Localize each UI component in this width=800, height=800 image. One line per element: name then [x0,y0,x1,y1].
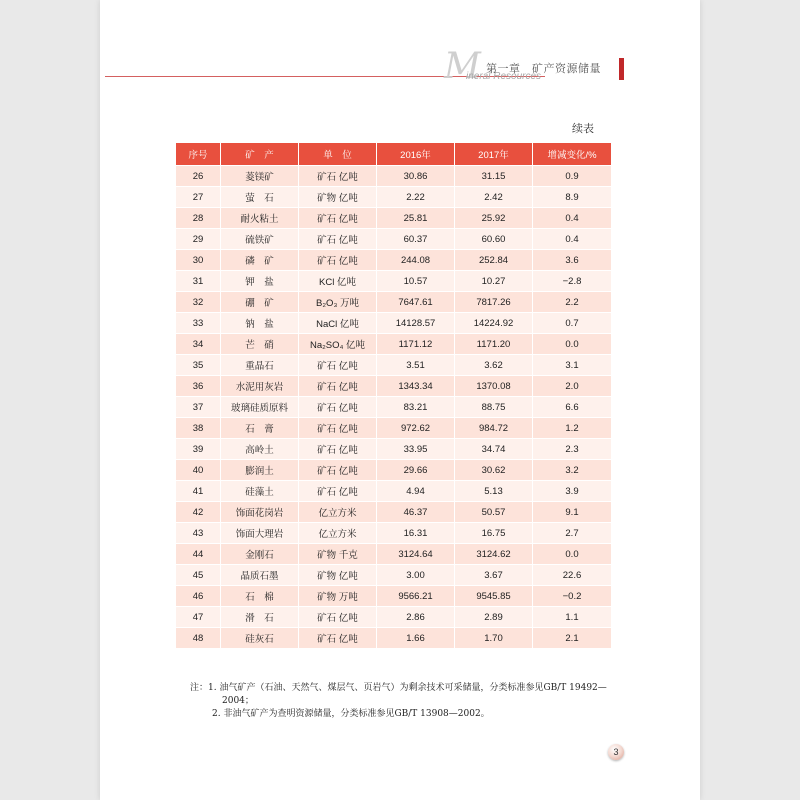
value-2017-cell: 1171.20 [455,334,533,355]
unit-cell: 矿石 亿吨 [299,628,377,649]
unit-cell: 矿石 亿吨 [299,355,377,376]
table-row [176,586,612,607]
row-number-cell: 36 [176,376,221,397]
value-2017-cell: 3124.62 [455,544,533,565]
change-percent-cell: 3.6 [533,250,612,271]
mineral-name-cell: 磷 矿 [221,250,299,271]
table-row [176,166,612,187]
table-row [176,334,612,355]
change-percent-cell: 2.2 [533,292,612,313]
table-row [176,481,612,502]
column-header: 序号 [176,143,221,166]
value-2017-cell: 1370.08 [455,376,533,397]
value-2016-cell: 2.86 [377,607,455,628]
value-2016-cell: 1343.34 [377,376,455,397]
mineral-name-cell: 滑 石 [221,607,299,628]
change-percent-cell: −0.2 [533,586,612,607]
unit-cell: 矿石 亿吨 [299,481,377,502]
value-2016-cell: 244.08 [377,250,455,271]
column-header: 增减变化/% [533,143,612,166]
mineral-name-cell: 菱镁矿 [221,166,299,187]
table-row [176,250,612,271]
value-2017-cell: 14224.92 [455,313,533,334]
unit-cell: KCl 亿吨 [299,271,377,292]
row-number-cell: 46 [176,586,221,607]
change-percent-cell: 1.1 [533,607,612,628]
row-number-cell: 29 [176,229,221,250]
note-1-continued: 2004； [222,696,254,706]
unit-cell: 亿立方米 [299,502,377,523]
row-number-cell: 48 [176,628,221,649]
table-row [176,460,612,481]
mineral-name-cell: 萤 石 [221,187,299,208]
change-percent-cell: 2.7 [533,523,612,544]
unit-cell: 矿石 亿吨 [299,229,377,250]
value-2016-cell: 2.22 [377,187,455,208]
column-header: 2016年 [377,143,455,166]
table-row [176,565,612,586]
value-2017-cell: 88.75 [455,397,533,418]
change-percent-cell: 3.1 [533,355,612,376]
mineral-name-cell: 硅藻土 [221,481,299,502]
row-number-cell: 47 [176,607,221,628]
value-2016-cell: 9566.21 [377,586,455,607]
value-2016-cell: 29.66 [377,460,455,481]
unit-cell: Na₂SO₄ 亿吨 [299,334,377,355]
row-number-cell: 41 [176,481,221,502]
note-2: 2. 非油气矿产为查明资源储量，分类标准参见GB/T 13908—2002。 [212,709,490,719]
mineral-name-cell: 水泥用灰岩 [221,376,299,397]
value-2017-cell: 9545.85 [455,586,533,607]
mineral-name-cell: 硫铁矿 [221,229,299,250]
value-2016-cell: 972.62 [377,418,455,439]
row-number-cell: 39 [176,439,221,460]
change-percent-cell: 0.7 [533,313,612,334]
value-2017-cell: 25.92 [455,208,533,229]
value-2016-cell: 16.31 [377,523,455,544]
unit-cell: 矿石 亿吨 [299,208,377,229]
row-number-cell: 27 [176,187,221,208]
table-row [176,271,612,292]
table-row [176,187,612,208]
column-header: 2017年 [455,143,533,166]
mineral-name-cell: 石 棉 [221,586,299,607]
value-2017-cell: 10.27 [455,271,533,292]
value-2017-cell: 7817.26 [455,292,533,313]
row-number-cell: 37 [176,397,221,418]
value-2017-cell: 3.62 [455,355,533,376]
table-row [176,355,612,376]
mineral-name-cell: 芒 硝 [221,334,299,355]
value-2016-cell: 1.66 [377,628,455,649]
change-percent-cell: 1.2 [533,418,612,439]
row-number-cell: 43 [176,523,221,544]
value-2017-cell: 5.13 [455,481,533,502]
mineral-name-cell: 金刚石 [221,544,299,565]
row-number-cell: 40 [176,460,221,481]
table-row [176,376,612,397]
change-percent-cell: 0.0 [533,544,612,565]
table-row [176,418,612,439]
value-2017-cell: 1.70 [455,628,533,649]
change-percent-cell: 2.3 [533,439,612,460]
value-2016-cell: 1171.12 [377,334,455,355]
unit-cell: 矿物 万吨 [299,586,377,607]
value-2017-cell: 60.60 [455,229,533,250]
change-percent-cell: −2.8 [533,271,612,292]
unit-cell: 矿石 亿吨 [299,376,377,397]
table-row [176,439,612,460]
value-2017-cell: 34.74 [455,439,533,460]
note-1: 注：1. 油气矿产（石油、天然气、煤层气、页岩气）为剩余技术可采储量，分类标准参见GB/T 19492— [190,683,607,693]
change-percent-cell: 0.0 [533,334,612,355]
table-notes [190,682,620,721]
mineral-name-cell: 耐火粘土 [221,208,299,229]
row-number-cell: 38 [176,418,221,439]
chapter-title: 第一章 矿产资源储量 [486,62,601,75]
unit-cell: 矿物 亿吨 [299,565,377,586]
unit-cell: 亿立方米 [299,523,377,544]
row-number-cell: 42 [176,502,221,523]
mineral-name-cell: 钠 盐 [221,313,299,334]
table-row [176,544,612,565]
change-percent-cell: 2.1 [533,628,612,649]
mineral-name-cell: 饰面大理岩 [221,523,299,544]
row-number-cell: 34 [176,334,221,355]
value-2017-cell: 16.75 [455,523,533,544]
continued-label: 续表 [572,122,594,135]
table-row [176,313,612,334]
value-2017-cell: 2.42 [455,187,533,208]
unit-cell: 矿石 亿吨 [299,250,377,271]
value-2017-cell: 3.67 [455,565,533,586]
value-2016-cell: 3124.64 [377,544,455,565]
value-2016-cell: 10.57 [377,271,455,292]
table-row [176,628,612,649]
value-2016-cell: 7647.61 [377,292,455,313]
mineral-name-cell: 硅灰石 [221,628,299,649]
change-percent-cell: 9.1 [533,502,612,523]
change-percent-cell: 8.9 [533,187,612,208]
mineral-name-cell: 饰面花岗岩 [221,502,299,523]
change-percent-cell: 22.6 [533,565,612,586]
unit-cell: NaCl 亿吨 [299,313,377,334]
change-percent-cell: 3.9 [533,481,612,502]
mineral-name-cell: 钾 盐 [221,271,299,292]
row-number-cell: 33 [176,313,221,334]
mineral-name-cell: 石 膏 [221,418,299,439]
unit-cell: 矿物 亿吨 [299,187,377,208]
change-percent-cell: 0.4 [533,229,612,250]
change-percent-cell: 3.2 [533,460,612,481]
table-header-row [176,143,612,166]
unit-cell: 矿石 亿吨 [299,397,377,418]
unit-cell: 矿石 亿吨 [299,166,377,187]
header-decor-letter: M [444,46,481,87]
value-2017-cell: 2.89 [455,607,533,628]
table-row [176,502,612,523]
value-2016-cell: 14128.57 [377,313,455,334]
mineral-name-cell: 晶质石墨 [221,565,299,586]
row-number-cell: 35 [176,355,221,376]
unit-cell: 矿石 亿吨 [299,439,377,460]
value-2016-cell: 46.37 [377,502,455,523]
value-2016-cell: 83.21 [377,397,455,418]
table-row [176,208,612,229]
change-percent-cell: 0.9 [533,166,612,187]
value-2017-cell: 50.57 [455,502,533,523]
table-row [176,397,612,418]
header-accent-bar [619,58,624,80]
document-page [100,0,700,800]
mineral-name-cell: 高岭土 [221,439,299,460]
mineral-name-cell: 重晶石 [221,355,299,376]
column-header: 单 位 [299,143,377,166]
mineral-name-cell: 玻璃硅质原料 [221,397,299,418]
row-number-cell: 30 [176,250,221,271]
row-number-cell: 26 [176,166,221,187]
value-2017-cell: 252.84 [455,250,533,271]
unit-cell: 矿石 亿吨 [299,607,377,628]
table-row [176,292,612,313]
value-2016-cell: 60.37 [377,229,455,250]
value-2016-cell: 4.94 [377,481,455,502]
unit-cell: 矿石 亿吨 [299,418,377,439]
change-percent-cell: 0.4 [533,208,612,229]
header-subtitle: ineral Resources [466,71,542,82]
value-2016-cell: 3.00 [377,565,455,586]
change-percent-cell: 6.6 [533,397,612,418]
value-2017-cell: 30.62 [455,460,533,481]
column-header: 矿 产 [221,143,299,166]
value-2016-cell: 3.51 [377,355,455,376]
row-number-cell: 45 [176,565,221,586]
value-2016-cell: 33.95 [377,439,455,460]
value-2016-cell: 30.86 [377,166,455,187]
mineral-name-cell: 硼 矿 [221,292,299,313]
table-row [176,607,612,628]
table-row [176,523,612,544]
unit-cell: 矿物 千克 [299,544,377,565]
page-number: 3 [608,744,624,760]
value-2017-cell: 984.72 [455,418,533,439]
row-number-cell: 31 [176,271,221,292]
change-percent-cell: 2.0 [533,376,612,397]
value-2016-cell: 25.81 [377,208,455,229]
row-number-cell: 44 [176,544,221,565]
row-number-cell: 28 [176,208,221,229]
table-row [176,229,612,250]
mineral-name-cell: 膨润土 [221,460,299,481]
unit-cell: 矿石 亿吨 [299,460,377,481]
row-number-cell: 32 [176,292,221,313]
unit-cell: B₂O₃ 万吨 [299,292,377,313]
value-2017-cell: 31.15 [455,166,533,187]
mineral-reserves-table [175,142,612,649]
